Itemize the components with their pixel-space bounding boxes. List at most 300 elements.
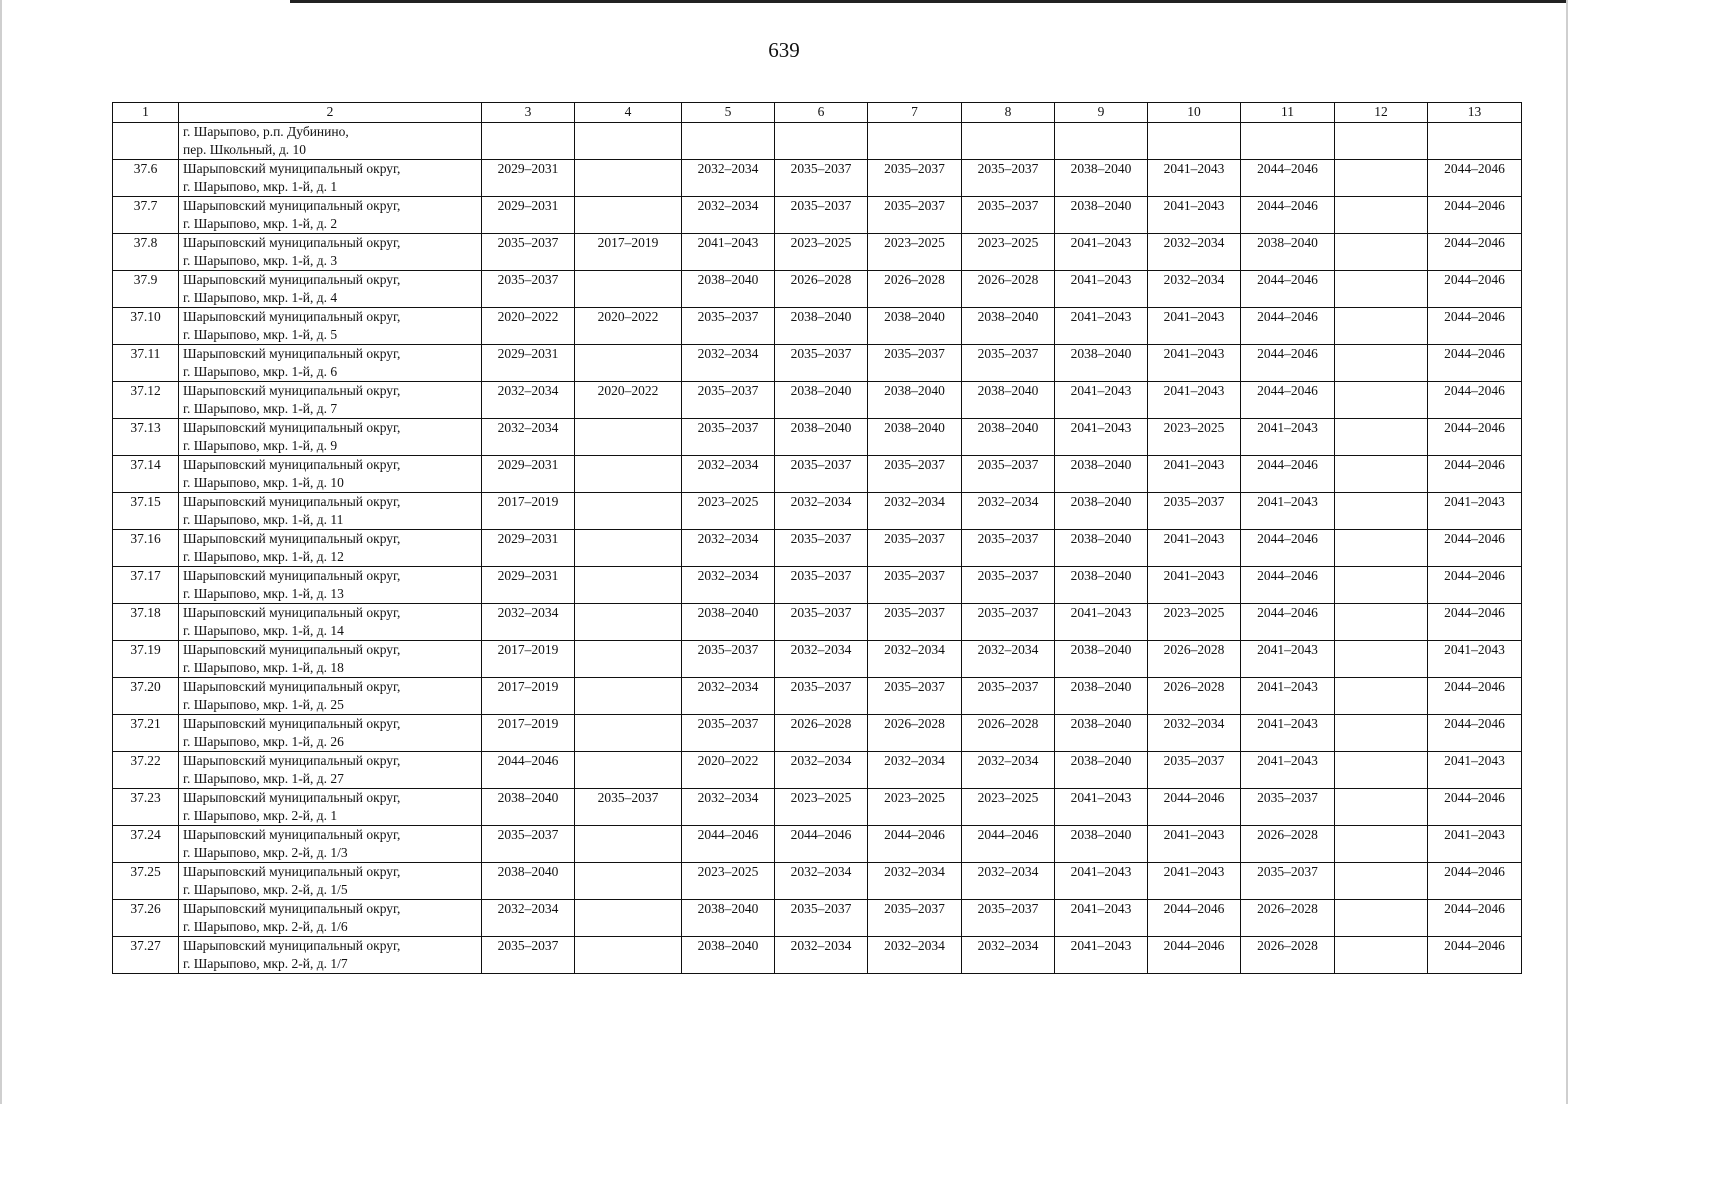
period-cell [682, 123, 775, 160]
period-cell: 2038–2040 [1055, 715, 1148, 752]
period-cell: 2038–2040 [482, 863, 575, 900]
period-cell [962, 123, 1055, 160]
address-cell [179, 456, 482, 493]
period-cell: 2038–2040 [482, 789, 575, 826]
period-cell: 2044–2046 [868, 826, 962, 863]
period-cell: 2041–2043 [1148, 308, 1241, 345]
period-cell: 2038–2040 [868, 382, 962, 419]
period-cell: 2044–2046 [1241, 345, 1335, 382]
address-line-1: Шарыповский муниципальный округ, [183, 790, 401, 805]
period-cell: 2035–2037 [962, 530, 1055, 567]
column-header: 4 [575, 103, 682, 123]
period-cell: 2035–2037 [775, 160, 868, 197]
period-cell: 2017–2019 [482, 715, 575, 752]
period-cell: 2038–2040 [962, 419, 1055, 456]
table-row [113, 234, 1522, 271]
period-cell: 2032–2034 [682, 567, 775, 604]
period-cell: 2032–2034 [682, 197, 775, 234]
address-line-1: Шарыповский муниципальный округ, [183, 642, 401, 657]
period-cell: 2041–2043 [1241, 493, 1335, 530]
period-cell [775, 123, 868, 160]
period-cell [575, 567, 682, 604]
period-cell: 2044–2046 [1241, 604, 1335, 641]
address-line-2: г. Шарыпово, мкр. 1-й, д. 5 [183, 327, 338, 342]
period-cell: 2035–2037 [482, 826, 575, 863]
period-cell [1335, 419, 1428, 456]
period-cell [1335, 863, 1428, 900]
period-cell: 2038–2040 [868, 419, 962, 456]
address-cell [179, 937, 482, 974]
period-cell: 2041–2043 [1241, 752, 1335, 789]
period-cell: 2035–2037 [682, 641, 775, 678]
period-cell [1055, 123, 1148, 160]
address-line-1: Шарыповский муниципальный округ, [183, 309, 401, 324]
table-row [113, 567, 1522, 604]
row-number-cell: 37.21 [113, 715, 179, 752]
period-cell: 2035–2037 [962, 678, 1055, 715]
address-line-1: Шарыповский муниципальный округ, [183, 235, 401, 250]
period-cell: 2041–2043 [1148, 567, 1241, 604]
period-cell [1335, 456, 1428, 493]
period-cell: 2029–2031 [482, 530, 575, 567]
period-cell: 2041–2043 [1148, 826, 1241, 863]
period-cell: 2035–2037 [482, 271, 575, 308]
period-cell: 2032–2034 [682, 456, 775, 493]
period-cell: 2035–2037 [775, 456, 868, 493]
period-cell: 2041–2043 [1148, 160, 1241, 197]
period-cell: 2026–2028 [962, 271, 1055, 308]
period-cell: 2026–2028 [775, 715, 868, 752]
period-cell: 2041–2043 [1148, 382, 1241, 419]
address-cell [179, 715, 482, 752]
period-cell: 2026–2028 [1241, 937, 1335, 974]
period-cell: 2041–2043 [1428, 826, 1522, 863]
address-cell [179, 234, 482, 271]
period-cell: 2020–2022 [482, 308, 575, 345]
period-cell [575, 900, 682, 937]
column-header: 2 [179, 103, 482, 123]
row-number-cell: 37.6 [113, 160, 179, 197]
period-cell: 2026–2028 [1241, 900, 1335, 937]
period-cell: 2035–2037 [962, 604, 1055, 641]
period-cell: 2044–2046 [1428, 715, 1522, 752]
period-cell [1335, 937, 1428, 974]
period-cell [1335, 826, 1428, 863]
period-cell: 2035–2037 [775, 197, 868, 234]
period-cell: 2032–2034 [868, 863, 962, 900]
period-cell [575, 419, 682, 456]
address-line-2: г. Шарыпово, мкр. 1-й, д. 26 [183, 734, 344, 749]
period-cell: 2023–2025 [962, 789, 1055, 826]
period-cell: 2044–2046 [1241, 197, 1335, 234]
address-line-1: Шарыповский муниципальный округ, [183, 272, 401, 287]
column-header: 8 [962, 103, 1055, 123]
period-cell: 2035–2037 [575, 789, 682, 826]
table-row [113, 715, 1522, 752]
row-number-cell: 37.11 [113, 345, 179, 382]
row-number-cell: 37.19 [113, 641, 179, 678]
period-cell [575, 641, 682, 678]
period-cell: 2032–2034 [682, 678, 775, 715]
period-cell: 2044–2046 [1428, 419, 1522, 456]
address-cell [179, 197, 482, 234]
period-cell [575, 678, 682, 715]
period-cell: 2035–2037 [775, 678, 868, 715]
row-number-cell: 37.14 [113, 456, 179, 493]
period-cell [1335, 197, 1428, 234]
address-line-2: г. Шарыпово, мкр. 2-й, д. 1/6 [183, 919, 348, 934]
period-cell: 2044–2046 [682, 826, 775, 863]
period-cell [575, 937, 682, 974]
period-cell: 2041–2043 [1055, 419, 1148, 456]
period-cell: 2023–2025 [868, 789, 962, 826]
period-cell: 2032–2034 [868, 752, 962, 789]
address-line-1: Шарыповский муниципальный округ, [183, 827, 401, 842]
period-cell: 2038–2040 [775, 308, 868, 345]
period-cell: 2035–2037 [482, 234, 575, 271]
period-cell: 2023–2025 [962, 234, 1055, 271]
period-cell: 2044–2046 [1241, 308, 1335, 345]
address-line-2: г. Шарыпово, мкр. 1-й, д. 12 [183, 549, 344, 564]
period-cell [575, 826, 682, 863]
address-line-1: Шарыповский муниципальный округ, [183, 346, 401, 361]
address-line-2: г. Шарыпово, мкр. 1-й, д. 10 [183, 475, 344, 490]
table-row [113, 456, 1522, 493]
left-scan-edge [0, 0, 2, 1104]
period-cell: 2038–2040 [682, 604, 775, 641]
period-cell: 2023–2025 [682, 493, 775, 530]
period-cell [1335, 715, 1428, 752]
period-cell: 2044–2046 [1148, 900, 1241, 937]
period-cell: 2032–2034 [868, 937, 962, 974]
period-cell: 2032–2034 [962, 752, 1055, 789]
period-cell [1335, 789, 1428, 826]
period-cell: 2035–2037 [962, 160, 1055, 197]
period-cell: 2044–2046 [1428, 604, 1522, 641]
address-cell [179, 863, 482, 900]
address-cell [179, 678, 482, 715]
period-cell [575, 604, 682, 641]
address-cell [179, 826, 482, 863]
period-cell [1335, 345, 1428, 382]
column-header: 12 [1335, 103, 1428, 123]
address-line-2: г. Шарыпово, мкр. 2-й, д. 1/7 [183, 956, 348, 971]
period-cell: 2020–2022 [575, 308, 682, 345]
column-header: 9 [1055, 103, 1148, 123]
period-cell: 2026–2028 [1241, 826, 1335, 863]
column-header: 10 [1148, 103, 1241, 123]
period-cell: 2035–2037 [1241, 789, 1335, 826]
table-row [113, 493, 1522, 530]
period-cell: 2032–2034 [775, 863, 868, 900]
row-number-cell: 37.23 [113, 789, 179, 826]
period-cell: 2026–2028 [1148, 641, 1241, 678]
period-cell: 2041–2043 [1148, 456, 1241, 493]
address-line-1: Шарыповский муниципальный округ, [183, 531, 401, 546]
period-cell: 2035–2037 [962, 456, 1055, 493]
period-cell: 2035–2037 [868, 345, 962, 382]
period-cell: 2029–2031 [482, 160, 575, 197]
period-cell: 2020–2022 [575, 382, 682, 419]
period-cell: 2035–2037 [962, 900, 1055, 937]
row-number-cell: 37.25 [113, 863, 179, 900]
period-cell: 2038–2040 [1055, 493, 1148, 530]
table-row [113, 789, 1522, 826]
table-row [113, 678, 1522, 715]
period-cell: 2041–2043 [1148, 197, 1241, 234]
period-cell: 2041–2043 [1148, 863, 1241, 900]
address-line-1: Шарыповский муниципальный округ, [183, 457, 401, 472]
row-number-cell: 37.8 [113, 234, 179, 271]
period-cell: 2017–2019 [575, 234, 682, 271]
column-header: 7 [868, 103, 962, 123]
period-cell: 2023–2025 [868, 234, 962, 271]
period-cell: 2026–2028 [868, 271, 962, 308]
address-line-2: г. Шарыпово, мкр. 2-й, д. 1/3 [183, 845, 348, 860]
period-cell [1335, 567, 1428, 604]
period-cell: 2041–2043 [1148, 530, 1241, 567]
period-cell: 2029–2031 [482, 345, 575, 382]
address-line-1: Шарыповский муниципальный округ, [183, 420, 401, 435]
period-cell: 2038–2040 [1055, 641, 1148, 678]
period-cell [575, 493, 682, 530]
period-cell: 2032–2034 [775, 493, 868, 530]
right-scan-edge [1566, 0, 1568, 1104]
period-cell [575, 271, 682, 308]
period-cell: 2038–2040 [682, 271, 775, 308]
period-cell [1335, 123, 1428, 160]
period-cell: 2044–2046 [1428, 678, 1522, 715]
period-cell: 2035–2037 [1148, 493, 1241, 530]
period-cell: 2044–2046 [1428, 789, 1522, 826]
period-cell: 2035–2037 [868, 456, 962, 493]
period-cell [575, 160, 682, 197]
period-cell: 2032–2034 [482, 419, 575, 456]
period-cell [1335, 493, 1428, 530]
period-cell: 2032–2034 [962, 863, 1055, 900]
period-cell: 2032–2034 [868, 641, 962, 678]
period-cell [575, 345, 682, 382]
address-line-1: Шарыповский муниципальный округ, [183, 753, 401, 768]
period-cell: 2035–2037 [868, 197, 962, 234]
period-cell: 2038–2040 [1055, 345, 1148, 382]
period-cell: 2035–2037 [682, 715, 775, 752]
period-cell [1335, 604, 1428, 641]
period-cell: 2038–2040 [1055, 160, 1148, 197]
address-cell [179, 789, 482, 826]
period-cell: 2044–2046 [1428, 160, 1522, 197]
period-cell: 2041–2043 [1241, 419, 1335, 456]
period-cell: 2017–2019 [482, 493, 575, 530]
row-number-cell [113, 123, 179, 160]
address-cell [179, 900, 482, 937]
period-cell: 2044–2046 [1428, 308, 1522, 345]
table-row [113, 160, 1522, 197]
period-cell: 2032–2034 [1148, 715, 1241, 752]
period-cell [1428, 123, 1522, 160]
period-cell: 2032–2034 [962, 493, 1055, 530]
address-cell [179, 123, 482, 160]
row-number-cell: 37.17 [113, 567, 179, 604]
period-cell [575, 715, 682, 752]
address-line-2: г. Шарыпово, мкр. 1-й, д. 6 [183, 364, 338, 379]
period-cell: 2041–2043 [1241, 641, 1335, 678]
period-cell: 2035–2037 [868, 604, 962, 641]
period-cell [1335, 900, 1428, 937]
address-line-2: г. Шарыпово, мкр. 1-й, д. 1 [183, 179, 338, 194]
row-number-cell: 37.18 [113, 604, 179, 641]
period-cell: 2041–2043 [1055, 900, 1148, 937]
row-number-cell: 37.20 [113, 678, 179, 715]
address-line-2: г. Шарыпово, мкр. 1-й, д. 2 [183, 216, 338, 231]
period-cell [1241, 123, 1335, 160]
table-row [113, 308, 1522, 345]
address-line-2: г. Шарыпово, мкр. 1-й, д. 27 [183, 771, 344, 786]
period-cell [1335, 752, 1428, 789]
column-header: 1 [113, 103, 179, 123]
address-line-2: г. Шарыпово, мкр. 1-й, д. 18 [183, 660, 344, 675]
top-border-rule [290, 0, 1568, 3]
period-cell [1335, 234, 1428, 271]
row-number-cell: 37.9 [113, 271, 179, 308]
period-cell: 2044–2046 [1241, 382, 1335, 419]
address-line-2: г. Шарыпово, мкр. 1-й, д. 25 [183, 697, 344, 712]
period-cell: 2026–2028 [962, 715, 1055, 752]
address-line-1: г. Шарыпово, р.п. Дубинино, [183, 124, 349, 139]
period-cell: 2044–2046 [1241, 160, 1335, 197]
page-number: 639 [768, 38, 800, 62]
period-cell: 2023–2025 [775, 234, 868, 271]
address-line-1: Шарыповский муниципальный округ, [183, 716, 401, 731]
period-cell [575, 197, 682, 234]
period-cell: 2032–2034 [482, 900, 575, 937]
period-cell: 2044–2046 [1241, 271, 1335, 308]
period-cell: 2029–2031 [482, 567, 575, 604]
period-cell: 2035–2037 [962, 345, 1055, 382]
table-row [113, 123, 1522, 160]
period-cell: 2038–2040 [1055, 826, 1148, 863]
period-cell: 2035–2037 [682, 382, 775, 419]
column-number-row [113, 103, 1522, 123]
period-cell [575, 530, 682, 567]
period-cell: 2041–2043 [1428, 641, 1522, 678]
period-cell [868, 123, 962, 160]
row-number-cell: 37.24 [113, 826, 179, 863]
table-body [113, 123, 1522, 974]
period-cell: 2029–2031 [482, 197, 575, 234]
table-row [113, 530, 1522, 567]
address-cell [179, 752, 482, 789]
table-row [113, 863, 1522, 900]
table-row [113, 826, 1522, 863]
row-number-cell: 37.13 [113, 419, 179, 456]
period-cell: 2044–2046 [1428, 530, 1522, 567]
address-cell [179, 641, 482, 678]
address-cell [179, 382, 482, 419]
period-cell: 2035–2037 [1241, 863, 1335, 900]
address-line-1: Шарыповский муниципальный округ, [183, 679, 401, 694]
address-cell [179, 419, 482, 456]
row-number-cell: 37.7 [113, 197, 179, 234]
period-cell [1335, 308, 1428, 345]
period-cell: 2044–2046 [1428, 900, 1522, 937]
period-cell: 2035–2037 [1148, 752, 1241, 789]
period-cell: 2038–2040 [1241, 234, 1335, 271]
period-cell: 2038–2040 [775, 382, 868, 419]
table-row [113, 900, 1522, 937]
period-cell: 2044–2046 [1148, 789, 1241, 826]
period-cell: 2044–2046 [1428, 567, 1522, 604]
period-cell: 2035–2037 [775, 567, 868, 604]
period-cell: 2032–2034 [962, 641, 1055, 678]
period-cell: 2035–2037 [775, 900, 868, 937]
period-cell: 2032–2034 [682, 160, 775, 197]
period-cell: 2035–2037 [962, 567, 1055, 604]
period-cell [575, 863, 682, 900]
column-header: 11 [1241, 103, 1335, 123]
address-line-2: г. Шарыпово, мкр. 1-й, д. 4 [183, 290, 338, 305]
address-cell [179, 345, 482, 382]
address-line-1: Шарыповский муниципальный округ, [183, 938, 401, 953]
address-cell [179, 493, 482, 530]
address-line-2: г. Шарыпово, мкр. 1-й, д. 13 [183, 586, 344, 601]
period-cell: 2044–2046 [1241, 567, 1335, 604]
period-cell: 2041–2043 [1428, 752, 1522, 789]
address-line-1: Шарыповский муниципальный округ, [183, 198, 401, 213]
table-row [113, 197, 1522, 234]
address-line-1: Шарыповский муниципальный округ, [183, 605, 401, 620]
period-cell: 2032–2034 [775, 752, 868, 789]
period-cell: 2041–2043 [1241, 678, 1335, 715]
column-header: 13 [1428, 103, 1522, 123]
period-cell: 2026–2028 [1148, 678, 1241, 715]
period-cell: 2032–2034 [682, 345, 775, 382]
address-line-2: г. Шарыпово, мкр. 2-й, д. 1 [183, 808, 338, 823]
period-cell: 2017–2019 [482, 678, 575, 715]
address-cell [179, 567, 482, 604]
table-row [113, 382, 1522, 419]
period-cell: 2032–2034 [962, 937, 1055, 974]
period-cell: 2041–2043 [1055, 863, 1148, 900]
table-row [113, 641, 1522, 678]
period-cell [1148, 123, 1241, 160]
period-cell: 2044–2046 [775, 826, 868, 863]
period-cell: 2041–2043 [1055, 308, 1148, 345]
period-cell: 2023–2025 [775, 789, 868, 826]
period-cell: 2035–2037 [868, 567, 962, 604]
period-cell: 2041–2043 [1241, 715, 1335, 752]
address-line-1: Шарыповский муниципальный округ, [183, 494, 401, 509]
table-row [113, 419, 1522, 456]
period-cell: 2032–2034 [868, 493, 962, 530]
period-cell: 2026–2028 [868, 715, 962, 752]
register-table [112, 102, 1522, 974]
address-line-2: пер. Школьный, д. 10 [183, 142, 307, 157]
period-cell: 2035–2037 [868, 678, 962, 715]
address-cell [179, 160, 482, 197]
period-cell: 2041–2043 [1055, 271, 1148, 308]
period-cell: 2044–2046 [1428, 456, 1522, 493]
period-cell: 2041–2043 [1055, 604, 1148, 641]
address-line-2: г. Шарыпово, мкр. 1-й, д. 7 [183, 401, 338, 416]
period-cell: 2032–2034 [775, 937, 868, 974]
period-cell [575, 456, 682, 493]
row-number-cell: 37.15 [113, 493, 179, 530]
address-line-1: Шарыповский муниципальный округ, [183, 568, 401, 583]
period-cell [1335, 271, 1428, 308]
period-cell: 2038–2040 [1055, 678, 1148, 715]
address-line-1: Шарыповский муниципальный округ, [183, 864, 401, 879]
